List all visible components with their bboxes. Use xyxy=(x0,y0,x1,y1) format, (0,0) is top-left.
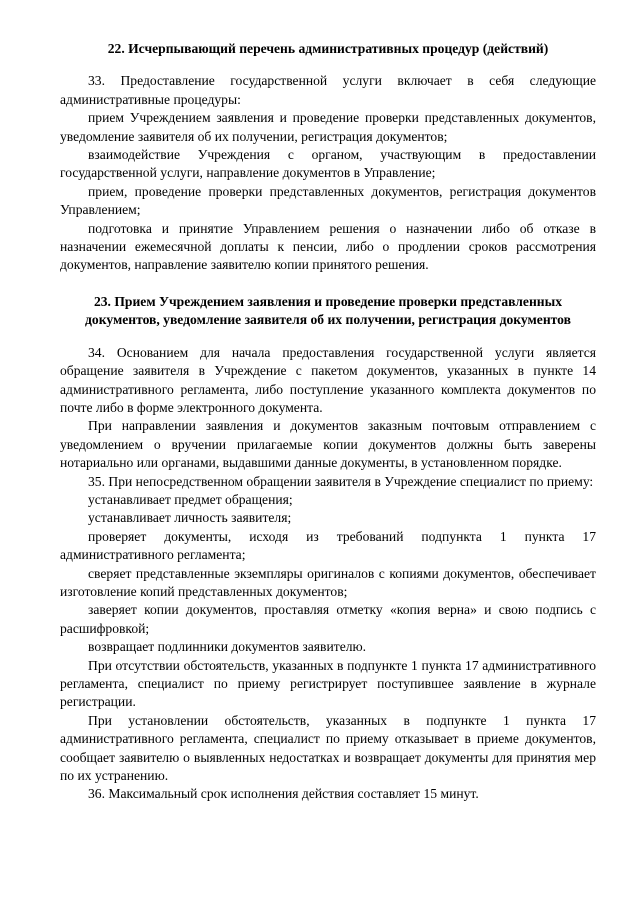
paragraph: возвращает подлинники документов заявителю. xyxy=(88,639,367,655)
paragraph: проверяет документы, исходя из требований подпункта 1 пункта 17 административного регламента; xyxy=(60,528,596,563)
paragraph: При установлении обстоятельств, указанных в подпункте 1 пункта 17 административного регламента, специалист по приему отказывает в приеме документов, сообщает заявителю о выявленных недостатках и возвращает документы для принятия мер по их устранению. xyxy=(60,712,596,784)
section-23-heading: 23. Прием Учреждением заявления и проведение проверки представленных документов, уведомление заявителя об их получении, регистрация документов xyxy=(85,293,571,328)
section-22-body xyxy=(60,72,596,274)
paragraph: прием, проведение проверки представленных документов, регистрация документов Управлением; xyxy=(60,183,596,218)
paragraph: прием Учреждением заявления и проведение проверки представленных документов, уведомление заявителя об их получении, регистрация документов; xyxy=(60,110,596,144)
section-23-body xyxy=(60,344,596,804)
paragraph: подготовка и принятие Управлением решения о назначении либо об отказе в назначении ежемесячной доплаты к пенсии, либо о продлении сроков рассмотрения документов, направление заявителю копии принятого решения. xyxy=(60,220,596,273)
paragraph: 33. Предоставление государственной услуги включает в себя следующие административные процедуры: xyxy=(60,73,596,107)
section-22-heading: 22. Исчерпывающий перечень административных процедур (действий) xyxy=(107,41,549,56)
paragraph: устанавливает предмет обращения; xyxy=(88,491,293,507)
paragraph: устанавливает личность заявителя; xyxy=(88,510,292,526)
paragraph: 36. Максимальный срок исполнения действия составляет 15 минут. xyxy=(88,786,479,802)
paragraph: взаимодействие Учреждения с органом, участвующим в предоставлении государственной услуги, направление документов в Управление; xyxy=(60,147,596,181)
paragraph: 35. При непосредственном обращении заявителя в Учреждение специалист по приему: xyxy=(88,473,594,489)
paragraph: При направлении заявления и документов заказным почтовым отправлением с уведомлением о вручении прилагаемые копии документов должны быть заверены нотариально или органами, выдавшими данные документы, в установленном порядке. xyxy=(60,418,596,471)
paragraph: сверяет представленные экземпляры оригиналов с копиями документов, обеспечивает изготовление копий представленных документов; xyxy=(60,565,596,599)
paragraph: При отсутствии обстоятельств, указанных в подпункте 1 пункта 17 административного регламента, специалист по приему регистрирует поступившее заявление в журнале регистрации. xyxy=(60,657,596,710)
paragraph: заверяет копии документов, проставляя отметку «копия верна» и свою подпись с расшифровкой; xyxy=(60,602,596,636)
document-page xyxy=(60,40,596,804)
paragraph: 34. Основанием для начала предоставления государственной услуги является обращение заявителя в Учреждение с пакетом документов, указанных в пункте 14 административного регламента, либо поступление указанного комплекта документов по почте либо в форме электронного документа. xyxy=(60,344,596,415)
